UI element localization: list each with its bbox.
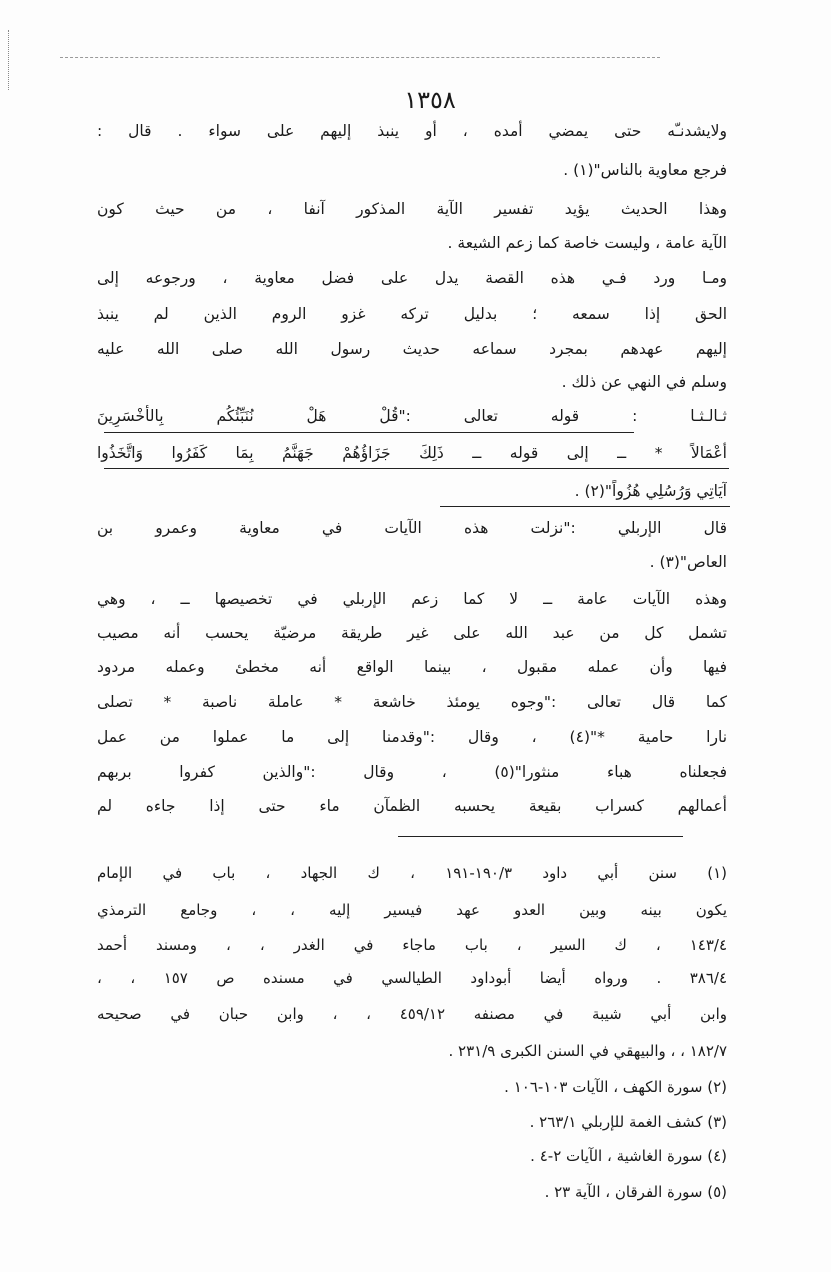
footnote-line: (٣) كشف الغمة للإربلي ٢٦٣/١ . [529, 1113, 727, 1131]
footnote-line: ١٨٢/٧ ، ، والبيهقي في السنن الكبرى ٢٣١/٩ . [448, 1042, 727, 1060]
footnote-line: يكون بينه وبين العدو عهد فيسير إليه ، ، وجامع الترمذي [97, 901, 727, 919]
quran-underline [440, 506, 730, 507]
scan-edge-dash [60, 57, 660, 58]
body-line: أعمالهم كسراب بقيعة يحسبه الظمآن ماء حتى إذا جاءه لم [97, 797, 727, 815]
quran-underline [104, 432, 634, 433]
body-line: ومـا ورد فـي هذه القصة يدل على فضل معاوية ، ورجوعه إلى [97, 269, 727, 287]
footnote-line: (١) سنن أبي داود ١٩٠/٣-١٩١ ، ك الجهاد ، باب في الإمام [97, 864, 727, 882]
page-number: ١٣٥٨ [404, 86, 456, 114]
footnote-line: ١٤٣/٤ ، ك السير ، باب ماجاء في الغدر ، ، ومسند أحمد [97, 936, 727, 954]
body-line: نارا حامية *"(٤) ، وقال :"وقدمنا إلى ما عملوا من عمل [97, 728, 727, 746]
quran-line: أَعْمَالاً * ــ إلى قوله ــ ذَلِكَ جَزَاؤُهُمْ جَهَنَّمُ بِمَا كَفَرُوا وَاتَّخَذُوا [97, 444, 727, 462]
body-line: الحق إذا سمعه ؛ بدليل تركه غزو الروم الذين لم ينبذ [97, 305, 727, 323]
body-line: وسلم في النهي عن ذلك . [561, 373, 727, 391]
body-line: فجعلناه هباء منثورا"(٥) ، وقال :"والذين كفروا بربهم [97, 763, 727, 781]
body-line: تشمل كل من عبد الله على غير طريقة مرضيّة يحسب أنه مصيب [97, 624, 727, 642]
body-line: الآية عامة ، وليست خاصة كما زعم الشيعة . [447, 234, 727, 252]
quran-underline [104, 468, 729, 469]
body-line: فرجع معاوية بالناس"(١) . [563, 161, 727, 179]
body-line: قال الإربلي :"نزلت هذه الآيات في معاوية وعمرو بن [97, 519, 727, 537]
scan-margin-dots [8, 30, 9, 90]
footnote-separator [398, 836, 683, 837]
body-line: إليهم عهدهم بمجرد سماعه حديث رسول الله صلى الله عليه [97, 340, 727, 358]
footnote-line: (٢) سورة الكهف ، الآيات ١٠٣-١٠٦ . [504, 1078, 727, 1096]
body-line: كما قال تعالى :"وجوه يومئذ خاشعة * عاملة ناصبة * تصلى [97, 693, 727, 711]
body-line: وهذه الآيات عامة ــ لا كما زعم الإربلي في تخصيصها ــ ، وهي [97, 590, 727, 608]
quran-line: آيَاتِي وَرُسُلِي هُزُواً"(٢) . [574, 482, 727, 500]
body-line: وهذا الحديث يؤيد تفسير الآية المذكور آنفا ، من حيث كون [97, 200, 727, 218]
body-line: فيها وأن عمله مقبول ، بينما الواقع أنه مخطئ وعمله مردود [97, 658, 727, 676]
footnote-line: (٥) سورة الفرقان ، الآية ٢٣ . [544, 1183, 727, 1201]
body-line: ولايشدنـّه حتى يمضي أمده ، أو ينبذ إليهم على سواء . قال : [97, 122, 727, 140]
footnote-line: وابن أبي شيبة في مصنفه ٤٥٩/١٢ ، ، وابن حبان في صحيحه [97, 1005, 727, 1023]
footnote-line: (٤) سورة الغاشية ، الآيات ٢-٤ . [530, 1147, 727, 1165]
footnote-line: ٣٨٦/٤ . ورواه أيضا أبوداود الطيالسي في مسنده ص ١٥٧ ، ، [97, 969, 727, 987]
body-line: العاص"(٣) . [649, 553, 727, 571]
quran-line: ثـالـثـا : قوله تعالى :"قُلْ هَلْ نُنَبِّئُكُم بِالأَخْسَرِينَ [97, 407, 727, 425]
